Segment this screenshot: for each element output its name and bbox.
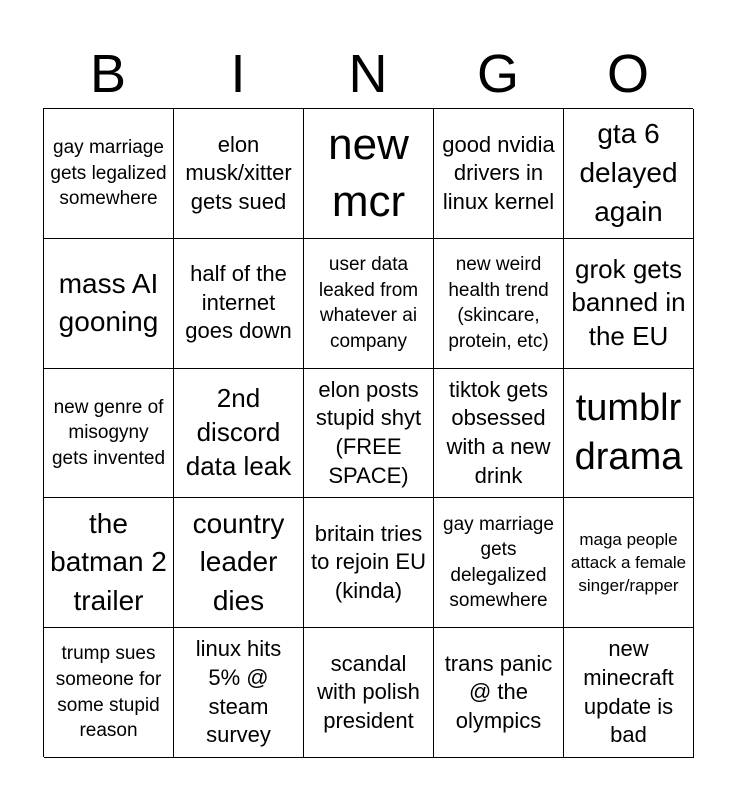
bingo-cell-r3-c2[interactable] (174, 369, 304, 499)
bingo-cell-r5-c2[interactable] (174, 628, 304, 758)
cell-text: elon posts stupid shyt (FREE SPACE) (315, 376, 422, 488)
cell-text: maga people attack a female singer/rapper (570, 530, 687, 596)
cell-text: 2nd discord data leak (185, 383, 292, 481)
header-letter-i: I (230, 44, 246, 104)
bingo-cell-r3-c1[interactable] (44, 369, 174, 499)
bingo-cell-r1-c2[interactable] (174, 109, 304, 239)
cell-text: grok gets banned in the EU (571, 253, 686, 352)
bingo-cell-r4-c1[interactable] (44, 498, 174, 628)
cell-text: gta 6 delayed again (579, 118, 678, 227)
cell-text: mass AI gooning (58, 267, 159, 338)
cell-text: half of the internet goes down (185, 261, 292, 344)
cell-text: trans panic @ the olympics (444, 650, 553, 733)
bingo-cell-r3-c5[interactable] (564, 369, 694, 499)
bingo-cell-r4-c4[interactable] (434, 498, 564, 628)
bingo-cell-r1-c5[interactable] (564, 109, 694, 239)
bingo-cell-r5-c1[interactable] (44, 628, 174, 758)
cell-text: user data leaked from whatever ai company (318, 253, 419, 352)
cell-text: new genre of misogyny gets invented (51, 396, 166, 469)
bingo-cell-r2-c2[interactable] (174, 239, 304, 369)
cell-text: britain tries to rejoin EU (kinda) (311, 520, 426, 604)
cell-text: scandal with polish president (317, 650, 420, 733)
bingo-cell-r1-c4[interactable] (434, 109, 564, 239)
cell-text: new weird health trend (skincare, protein, etc) (448, 253, 549, 352)
bingo-cell-r4-c3[interactable] (304, 498, 434, 628)
header-letter-b: B (89, 44, 127, 104)
bingo-cell-r5-c4[interactable] (434, 628, 564, 758)
cell-text: trump sues someone for some stupid reason (55, 643, 162, 742)
header-letter-g: G (476, 44, 519, 104)
cell-text: new mcr (328, 120, 409, 227)
bingo-cell-r3-c3[interactable] (304, 369, 434, 499)
bingo-cell-r5-c5[interactable] (564, 628, 694, 758)
cell-text: country leader dies (192, 507, 285, 617)
bingo-cell-r5-c3[interactable] (304, 628, 434, 758)
bingo-cell-r1-c3[interactable] (304, 109, 434, 239)
bingo-cell-r2-c1[interactable] (44, 239, 174, 369)
cell-text: tiktok gets obsessed with a new drink (446, 376, 551, 488)
cell-text: gay marriage gets delegalized somewhere (443, 513, 554, 612)
cell-text: tumblr drama (574, 386, 683, 478)
bingo-cell-r1-c1[interactable] (44, 109, 174, 239)
bingo-board (43, 108, 693, 757)
cell-text: new minecraft update is bad (583, 636, 674, 748)
bingo-header (43, 40, 693, 108)
cell-text: good nvidia drivers in linux kernel (442, 131, 555, 214)
bingo-cell-r4-c2[interactable] (174, 498, 304, 628)
bingo-cell-r4-c5[interactable] (564, 498, 694, 628)
cell-text: gay marriage gets legalized somewhere (50, 136, 167, 210)
bingo-cell-r2-c4[interactable] (434, 239, 564, 369)
bingo-cell-r2-c5[interactable] (564, 239, 694, 369)
header-letter-n: N (348, 44, 388, 104)
bingo-cell-r3-c4[interactable] (434, 369, 564, 499)
cell-text: linux hits 5% @ steam survey (195, 636, 282, 748)
bingo-cell-r2-c3[interactable] (304, 239, 434, 369)
cell-text: elon musk/xitter gets sued (185, 131, 292, 214)
header-letter-o: O (606, 44, 649, 104)
cell-text: the batman 2 trailer (50, 507, 167, 617)
